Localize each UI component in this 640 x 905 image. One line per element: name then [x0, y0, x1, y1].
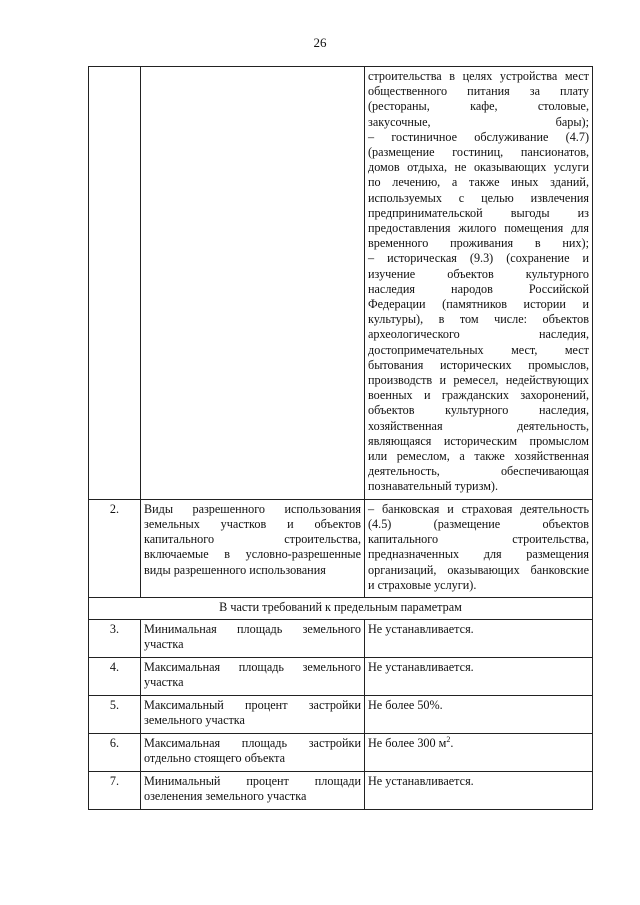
row-number: 3.: [89, 620, 141, 658]
text-line: изучение объектов культурного: [368, 266, 589, 281]
text-line: и страховые услуги).: [368, 577, 477, 592]
text-line: капитального строительства,: [144, 532, 361, 547]
row-name: [141, 772, 365, 810]
text-line: включаемые в условно-разрешенные: [144, 547, 361, 562]
text-line: по лечению, а также иных зданий,: [368, 175, 589, 190]
row-name: [141, 67, 365, 500]
row-value: [365, 499, 593, 597]
row-value: Не более 50%.: [365, 696, 593, 734]
page-number: 26: [313, 35, 327, 50]
text-line: виды разрешенного использования: [144, 562, 326, 577]
text-line: – банковская и страховая деятельность: [368, 501, 589, 516]
table-row-2: [89, 499, 593, 597]
text-line: озеленения земельного участка: [144, 789, 307, 804]
text-line: Максимальный процент застройки: [144, 698, 361, 713]
row-value: Не устанавливается.: [365, 772, 593, 810]
text-line: участка: [144, 637, 184, 652]
row-name: [141, 696, 365, 734]
text-line: культуры), в том числе: объектов: [368, 312, 589, 327]
text-line: объектов культурного наследия,: [368, 403, 589, 418]
text-line: (размещение гостиниц, пансионатов,: [368, 145, 589, 160]
section-header-row: [89, 597, 593, 619]
text-line: отдельно стоящего объекта: [144, 751, 286, 766]
text-line: капитального строительства,: [368, 532, 589, 547]
row-name: [141, 734, 365, 772]
text-line: общественного питания за плату: [368, 84, 589, 99]
text-line: Федерации (памятников истории и: [368, 297, 589, 312]
row-value: [365, 734, 593, 772]
value-text: Не более 300 м: [368, 736, 447, 751]
text-line: Виды разрешенного использования: [144, 501, 361, 516]
text-line: (рестораны, кафе, столовые,: [368, 99, 589, 114]
text-line: производств и ремесел, недействующих: [368, 373, 589, 388]
text-line: деятельность, обеспечивающая: [368, 464, 589, 479]
row-name: [141, 499, 365, 597]
text-line: предпринимательской выгоды из: [368, 205, 589, 220]
text-line: Максимальная площадь застройки: [144, 736, 361, 751]
row-number: 2.: [89, 499, 141, 597]
row-value: [365, 67, 593, 500]
table-row-continuation: [89, 67, 593, 500]
section-title: В части требований к предельным параметрам: [89, 597, 593, 619]
regulations-table: [88, 66, 593, 810]
text-line: археологического наследия,: [368, 327, 589, 342]
text-line: строительства в целях устройства мест: [368, 69, 589, 83]
table-row-3: [89, 620, 593, 658]
text-line: достопримечательных мест, мест: [368, 342, 589, 357]
text-line: земельного участка: [144, 713, 245, 728]
text-line: хозяйственная деятельность,: [368, 418, 589, 433]
text-line: предоставления жилого помещения для: [368, 221, 589, 236]
table-row-6: [89, 734, 593, 772]
table-row-7: [89, 772, 593, 810]
row-number: 6.: [89, 734, 141, 772]
text-line: земельных участков и объектов: [144, 516, 361, 531]
text-line: – гостиничное обслуживание (4.7): [368, 129, 589, 144]
text-line: Максимальная площадь земельного: [144, 660, 361, 675]
row-number: [89, 67, 141, 500]
text-line: Минимальный процент площади: [144, 774, 361, 789]
text-line: наследия народов Российской: [368, 281, 589, 296]
row-number: 4.: [89, 658, 141, 696]
text-line: – историческая (9.3) (сохранение и: [368, 251, 589, 266]
value-tail: .: [450, 736, 454, 751]
row-value: Не устанавливается.: [365, 620, 593, 658]
row-value: Не устанавливается.: [365, 658, 593, 696]
text-line: организаций, оказывающих банковские: [368, 562, 589, 577]
text-line: предназначенных для размещения: [368, 547, 589, 562]
text-line: участка: [144, 675, 184, 690]
table-row-4: [89, 658, 593, 696]
value-superscript: 2: [446, 735, 451, 745]
text-line: используемых с целью извлечения: [368, 190, 589, 205]
text-line: или ремеслом, а также хозяйственная: [368, 449, 589, 464]
text-line: временного проживания в них);: [368, 236, 589, 251]
text-line: военных и гражданских захоронений,: [368, 388, 589, 403]
text-line: Минимальная площадь земельного: [144, 622, 361, 637]
row-number: 5.: [89, 696, 141, 734]
text-line: (4.5) (размещение объектов: [368, 516, 589, 531]
text-line: являющаяся историческим промыслом: [368, 433, 589, 448]
row-number: 7.: [89, 772, 141, 810]
text-line: познавательный туризм).: [368, 479, 499, 494]
text-line: домов отдыха, не оказывающих услуги: [368, 160, 589, 175]
text-line: бытования исторических промыслов,: [368, 357, 589, 372]
text-line: закусочные, бары);: [368, 114, 589, 129]
row-name: [141, 620, 365, 658]
table-row-5: [89, 696, 593, 734]
row-name: [141, 658, 365, 696]
